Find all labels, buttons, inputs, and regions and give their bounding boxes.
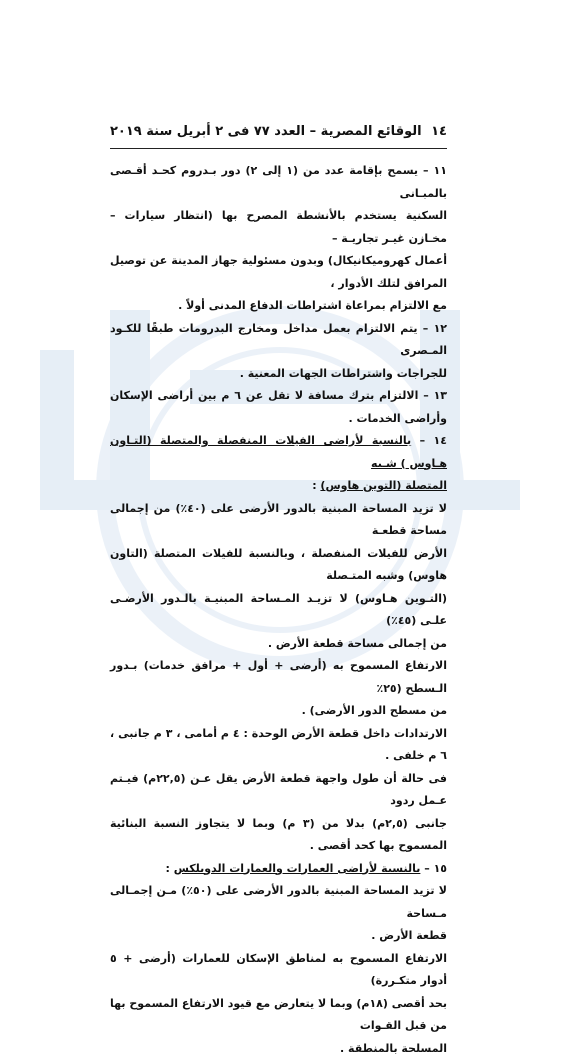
page-number: ١٤ bbox=[431, 124, 447, 139]
page-body bbox=[110, 160, 447, 1060]
section-heading-villas-cont bbox=[110, 475, 447, 498]
body-line: بحد أقصى (١٨م) وبما لا يتعارض مع قيود الارتفاع المسموح بها من قبل القـوات bbox=[110, 993, 447, 1038]
body-line: فى حالة أن طول واجهة قطعة الأرض يقل عـن (٢٢,٥م) فيـتم عـمل ردود bbox=[110, 768, 447, 813]
body-line: (التـوين هـاوس) لا تزيـد المـساحة المبنيـة بالـدور الأرضـى علـى (٤٥٪) bbox=[110, 588, 447, 633]
heading-underlined: بالنسبة لأراضى العمارات والعمارات الدوبلكس bbox=[174, 862, 421, 875]
body-line: المسلحة بالمنطقة . bbox=[110, 1038, 447, 1060]
body-line: أعمال كهروميكانيكال) وبدون مسئولية جهاز المدينة عن توصيل المرافق لتلك الأدوار ، bbox=[110, 250, 447, 295]
body-line: الارتفاع المسموح به (أرضى + أول + مرافق خدمات) بـدور الـسطح (٢٥٪ bbox=[110, 655, 447, 700]
body-line: لا تزيد المساحة المبنية بالدور الأرضى على (٤٠٪) من إجمالى مساحة قطعـة bbox=[110, 498, 447, 543]
watermark-bar-1 bbox=[40, 350, 74, 510]
body-line: قطعة الأرض . bbox=[110, 925, 447, 948]
header-divider bbox=[110, 148, 447, 149]
body-line: السكنية يستخدم بالأنشطة المصرح بها (انتظار سيارات – مخـازن غيـر تجاريـة – bbox=[110, 205, 447, 250]
heading-colon: : bbox=[166, 862, 174, 875]
body-line: لا تزيد المساحة المبنية بالدور الأرضى على (٥٠٪) مـن إجمـالى مـساحة bbox=[110, 880, 447, 925]
page-header bbox=[110, 124, 447, 139]
section-heading-buildings bbox=[110, 858, 447, 881]
body-line: من مسطح الدور الأرضى) . bbox=[110, 700, 447, 723]
body-line: الارتدادات داخل قطعة الأرض الوحدة : ٤ م أمامى ، ٣ م جانبى ، ٦ م خلفى . bbox=[110, 723, 447, 768]
section-heading-villas bbox=[110, 430, 447, 475]
heading-underlined: المتصلة (التوين هاوس) bbox=[320, 479, 447, 492]
clause-number: ١٤ – bbox=[411, 434, 447, 447]
clause-number: ١٥ – bbox=[420, 862, 447, 875]
body-line: ١٣ – الالتزام بترك مسافة لا تقل عن ٦ م بين أراضى الإسكان وأراضى الخدمات . bbox=[110, 385, 447, 430]
body-line: الأرض للفيلات المنفصلة ، وبالنسبة للفيلات المتصلة (التاون هاوس) وشبه المتـصلة bbox=[110, 543, 447, 588]
body-line: للجراجات واشتراطات الجهات المعنية . bbox=[110, 363, 447, 386]
heading-colon: : bbox=[312, 479, 320, 492]
body-line: الارتفاع المسموح به لمناطق الإسكان للعمارات (أرضى + ٥ أدوار متكـررة) bbox=[110, 948, 447, 993]
body-line: ١١ – يسمح بإقامة عدد من (١ إلى ٢) دور بـدروم كحـد أقـصى بالمبـانى bbox=[110, 160, 447, 205]
heading-underlined: بالنسبة لأراضى الفيلات المنفصلة والمتصلة (التـاون هـاوس ) شـبه bbox=[110, 434, 447, 470]
gazette-title: الوقائع المصرية – العدد ٧٧ فى ٢ أبريل سنة ٢٠١٩ bbox=[110, 124, 422, 139]
body-line: جانبى (٢,٥م) بدلا من (٣ م) وبما لا يتجاوز النسبة البنائية المسموح بها كحد أقصى . bbox=[110, 813, 447, 858]
body-line: ١٢ – يتم الالتزام بعمل مداخل ومخارج البدرومات طبقًا للكـود المـصرى bbox=[110, 318, 447, 363]
body-line: مع الالتزام بمراعاة اشتراطات الدفاع المدنى أولاً . bbox=[110, 295, 447, 318]
body-line: من إجمالى مساحة قطعة الأرض . bbox=[110, 633, 447, 656]
